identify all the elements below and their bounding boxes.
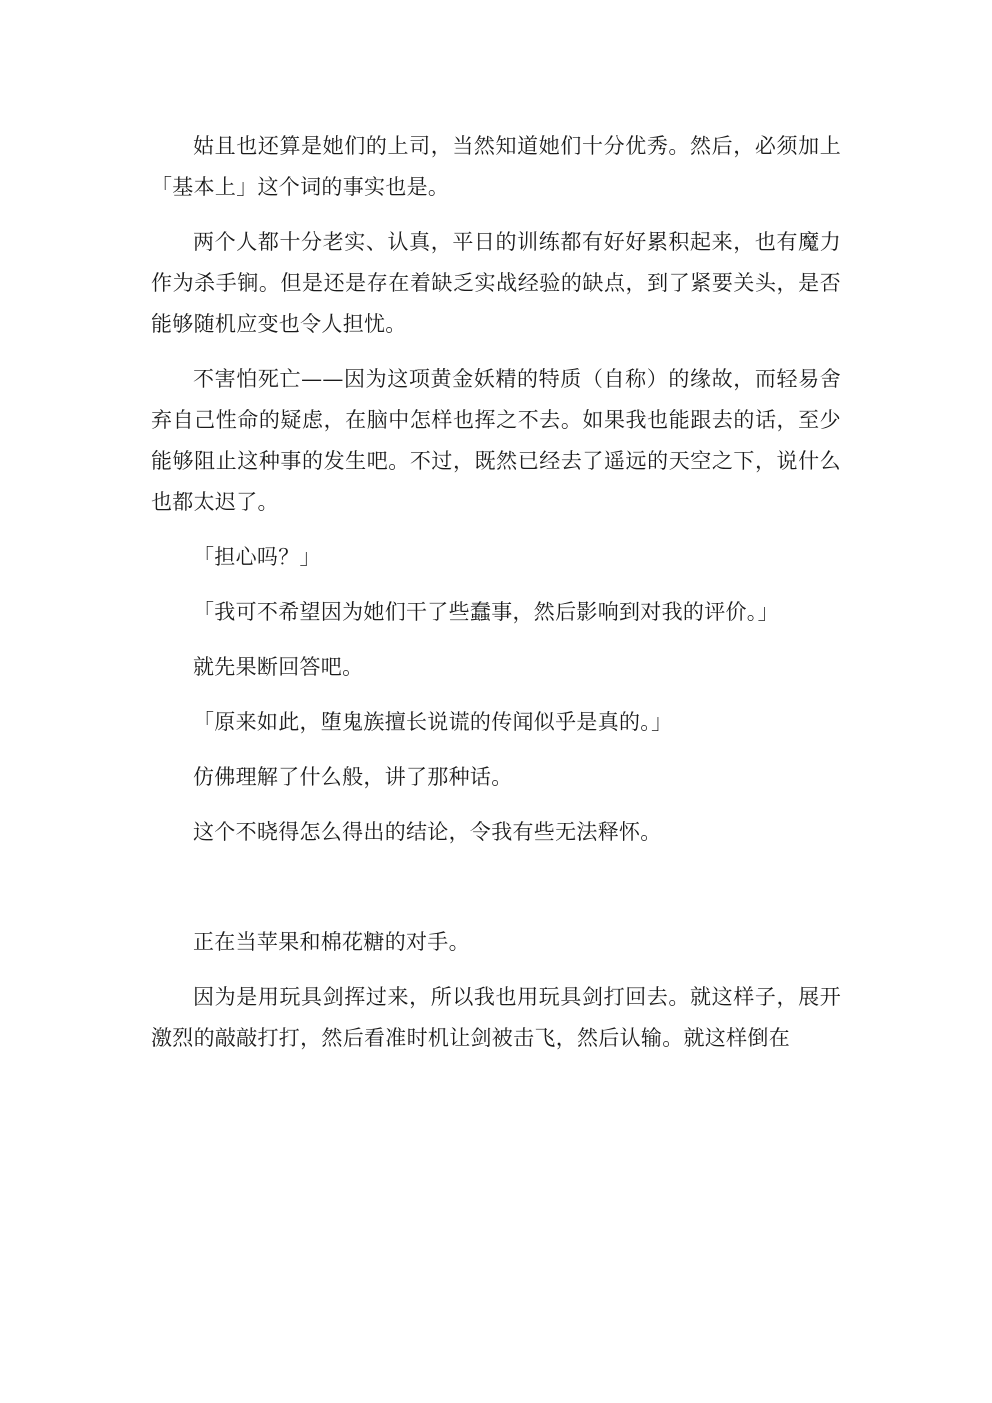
dialogue-line: 「原来如此，堕鬼族擅长说谎的传闻似乎是真的。」 <box>193 710 673 734</box>
paragraph: 因为是用玩具剑挥过来，所以我也用玩具剑打回去。就这样子，展开激烈的敲敲打打，然后看准时机让剑被击飞，然后认输。就这样倒在 <box>151 985 841 1050</box>
paragraph: 不害怕死亡——因为这项黄金妖精的特质（自称）的缘故，而轻易舍弃自己性命的疑虑，在脑中怎样也挥之不去。如果我也能跟去的话，至少能够阻止这种事的发生吧。不过，既然已经去了遥远的天空之下，说什么也都太迟了。 <box>151 367 841 514</box>
paragraph: 姑且也还算是她们的上司，当然知道她们十分优秀。然后，必须加上「基本上」这个词的事实也是。 <box>151 134 841 199</box>
dialogue-line: 「我可不希望因为她们干了些蠢事，然后影响到对我的评价。」 <box>193 600 779 624</box>
paragraph: 就先果断回答吧。 <box>193 655 364 679</box>
scene-break <box>151 867 841 922</box>
paragraph: 这个不晓得怎么得出的结论，令我有些无法释怀。 <box>193 820 662 844</box>
paragraph: 仿佛理解了什么般，讲了那种话。 <box>193 765 513 789</box>
dialogue-line: 「担心吗？」 <box>193 545 321 569</box>
paragraph: 正在当苹果和棉花糖的对手。 <box>193 930 470 954</box>
document-body <box>151 126 841 1059</box>
paragraph: 两个人都十分老实、认真，平日的训练都有好好累积起来，也有魔力作为杀手锏。但是还是存在着缺乏实战经验的缺点，到了紧要关头，是否能够随机应变也令人担忧。 <box>151 230 841 336</box>
